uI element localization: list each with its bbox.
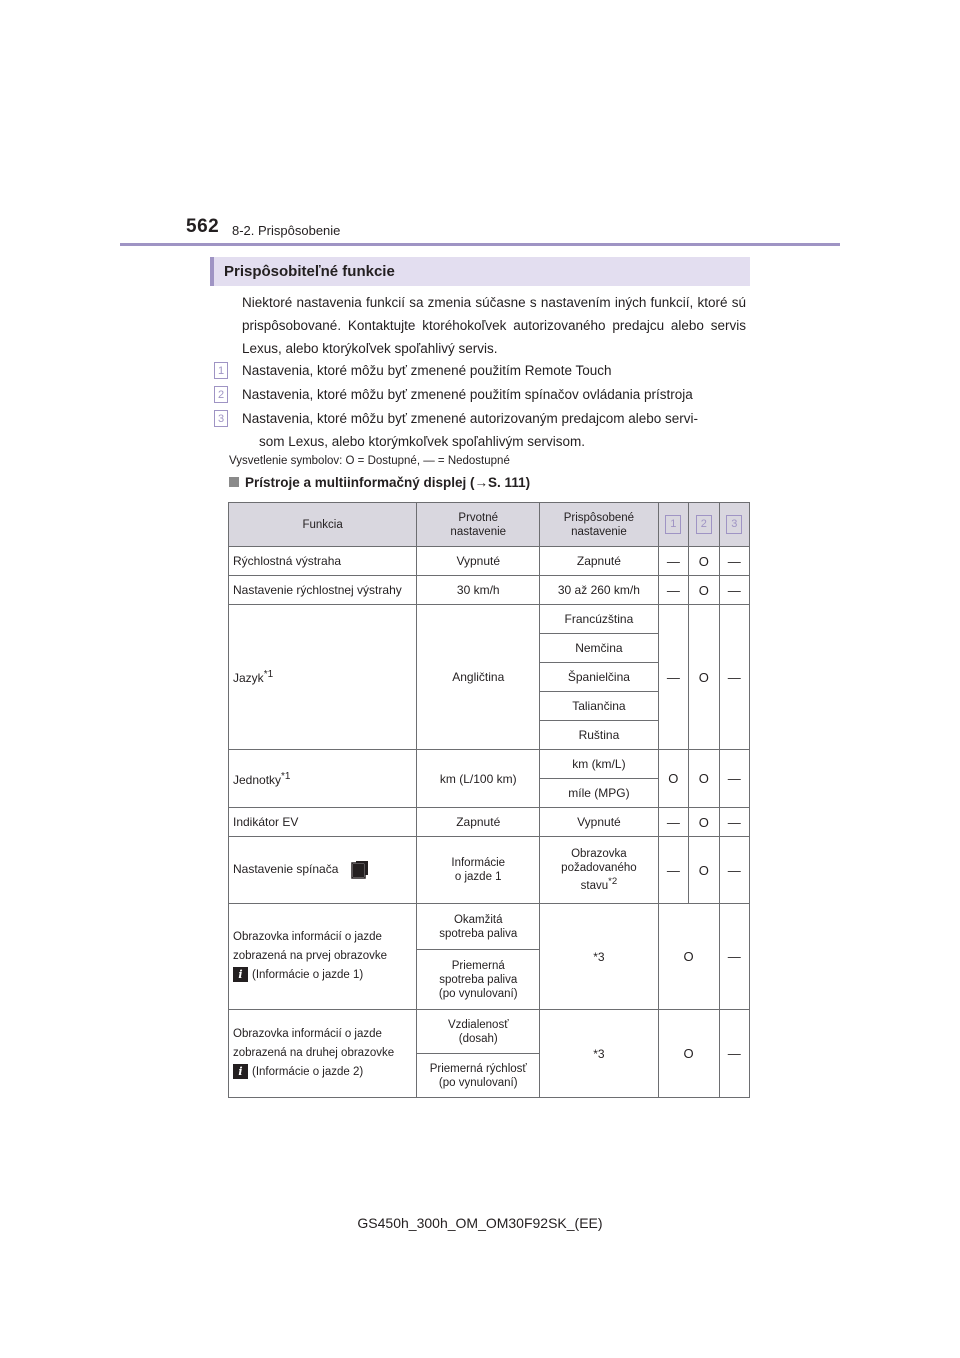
cell-col-2: O xyxy=(689,605,719,750)
cell-col-2: O xyxy=(689,837,719,904)
settings-table xyxy=(228,502,750,1098)
cell-default: 30 km/h xyxy=(417,576,540,605)
table-header-row xyxy=(229,503,750,547)
header-col-2: 2 xyxy=(689,503,719,547)
cell-default: Vypnuté xyxy=(417,547,540,576)
cell-function: Nastavenie spínača xyxy=(229,837,417,904)
table-row xyxy=(229,547,750,576)
cell-col-3: — xyxy=(719,1010,750,1098)
page-heading: Prispôsobiteľné funkcie xyxy=(224,263,395,280)
cell-col-1: — xyxy=(658,808,688,837)
cell-option: Španielčina xyxy=(540,663,658,692)
cell-col-3: — xyxy=(719,837,750,904)
cell-function: Jazyk$^{*1}$ xyxy=(229,605,417,750)
cell-function: Rýchlostná výstraha xyxy=(229,547,417,576)
page-number: 562 xyxy=(186,216,220,237)
cell-default: Informácie o jazde 1 xyxy=(417,837,540,904)
cell-option: Nemčina xyxy=(540,634,658,663)
cell-col-1: O xyxy=(658,750,688,808)
cell-col-2: O xyxy=(689,808,719,837)
cell-function: Nastavenie rýchlostnej výstrahy xyxy=(229,576,417,605)
cell-function: Obrazovka informácií o jazde zobrazená na druhej obrazovke i (Informácie o jazde 2) xyxy=(229,1010,417,1098)
intro-paragraph: Niektoré nastavenia funkcií sa zmenia súčasne s nastavením iných funkcií, ktoré sú prispôsobované. Kontaktujte ktoréhokoľvek autorizovaného predajcu alebo servis Lexus, alebo ktorýkoľvek spoľahlivý servis. xyxy=(242,295,746,356)
list-item: Nastavenia, ktoré môžu byť zmenené použitím spínačov ovládania prístroja xyxy=(242,387,693,402)
cell-default: km (L/100 km) xyxy=(417,750,540,808)
cell-col-3: — xyxy=(719,904,750,1010)
cell-default: Angličtina xyxy=(417,605,540,750)
footer-code: GS450h_300h_OM_OM30F92SK_(EE) xyxy=(357,1215,603,1231)
table-row xyxy=(229,837,750,904)
list-item: Nastavenia, ktoré môžu byť zmenené autorizovaným predajcom alebo servi- xyxy=(242,411,699,426)
cell-function: Indikátor EV xyxy=(229,808,417,837)
cell-col-3: — xyxy=(719,576,750,605)
cell-default: Zapnuté xyxy=(417,808,540,837)
cell-custom: *3 xyxy=(540,904,658,1010)
cell-col-1: — xyxy=(658,605,688,750)
cell-col-3: — xyxy=(719,605,750,750)
table-row xyxy=(229,576,750,605)
cell-custom: *3 xyxy=(540,1010,658,1098)
table-row xyxy=(229,1010,750,1054)
cell-col-3: — xyxy=(719,547,750,576)
cell-col-1: — xyxy=(658,547,688,576)
symbol-legend: Vysvetlenie symbolov: O = Dostupné, — = Nedostupné xyxy=(229,455,510,467)
list-item: Nastavenia, ktoré môžu byť zmenené použitím Remote Touch xyxy=(242,363,612,378)
cell-function: Jednotky$^{*1}$ xyxy=(229,750,417,808)
table-row xyxy=(229,808,750,837)
cell-col-2: O xyxy=(658,904,719,1010)
item-number-badge: 2 xyxy=(214,386,228,403)
cell-col-2: O xyxy=(689,750,719,808)
cell-option: míle (MPG) xyxy=(540,779,658,808)
header-function: Funkcia xyxy=(229,503,417,547)
cell-custom: Zapnuté xyxy=(540,547,658,576)
cell-col-3: — xyxy=(719,808,750,837)
cell-custom: Obrazovka požadovaného stavu$^{*2}$ xyxy=(540,837,658,904)
pages-icon xyxy=(348,860,370,880)
cell-col-1: — xyxy=(658,576,688,605)
header-col-1: 1 xyxy=(658,503,688,547)
square-bullet-icon xyxy=(229,477,239,487)
header-default: Prvotné nastavenie xyxy=(417,503,540,547)
table-row xyxy=(229,750,750,779)
cell-option: Priemerná spotreba paliva (po vynulovaní) xyxy=(417,950,540,1010)
cell-option: km (km/L) xyxy=(540,750,658,779)
cell-option: Okamžitá spotreba paliva xyxy=(417,904,540,950)
item-number-badge: 3 xyxy=(214,410,228,427)
cell-custom: 30 až 260 km/h xyxy=(540,576,658,605)
cell-custom: Vypnuté xyxy=(540,808,658,837)
subheading xyxy=(229,475,530,490)
cell-option: Priemerná rýchlosť (po vynulovaní) xyxy=(417,1054,540,1098)
section-title: 8-2. Prispôsobenie xyxy=(232,223,341,238)
cell-col-3: — xyxy=(719,750,750,808)
subheading-text: Prístroje a multiinformačný displej (→S. 111) xyxy=(245,475,531,490)
cell-option: Vzdialenosť (dosah) xyxy=(417,1010,540,1054)
list-item-continued: som Lexus, alebo ktorýmkoľvek spoľahlivým servisom. xyxy=(259,434,585,449)
cell-col-2: O xyxy=(689,547,719,576)
item-number-badge: 1 xyxy=(214,362,228,379)
info-icon: i xyxy=(233,1064,248,1079)
cell-col-2: O xyxy=(689,576,719,605)
cell-function: Obrazovka informácií o jazde zobrazená na prvej obrazovke i (Informácie o jazde 1) xyxy=(229,904,417,1010)
cell-col-2: O xyxy=(658,1010,719,1098)
cell-col-1: — xyxy=(658,837,688,904)
header-col-3: 3 xyxy=(719,503,750,547)
cell-option: Taliančina xyxy=(540,692,658,721)
table-row xyxy=(229,904,750,950)
info-icon: i xyxy=(233,967,248,982)
header-rule xyxy=(120,243,840,246)
cell-option: Francúzština xyxy=(540,605,658,634)
table-row xyxy=(229,605,750,634)
header-custom: Prispôsobené nastavenie xyxy=(540,503,658,547)
cell-option: Ruština xyxy=(540,721,658,750)
